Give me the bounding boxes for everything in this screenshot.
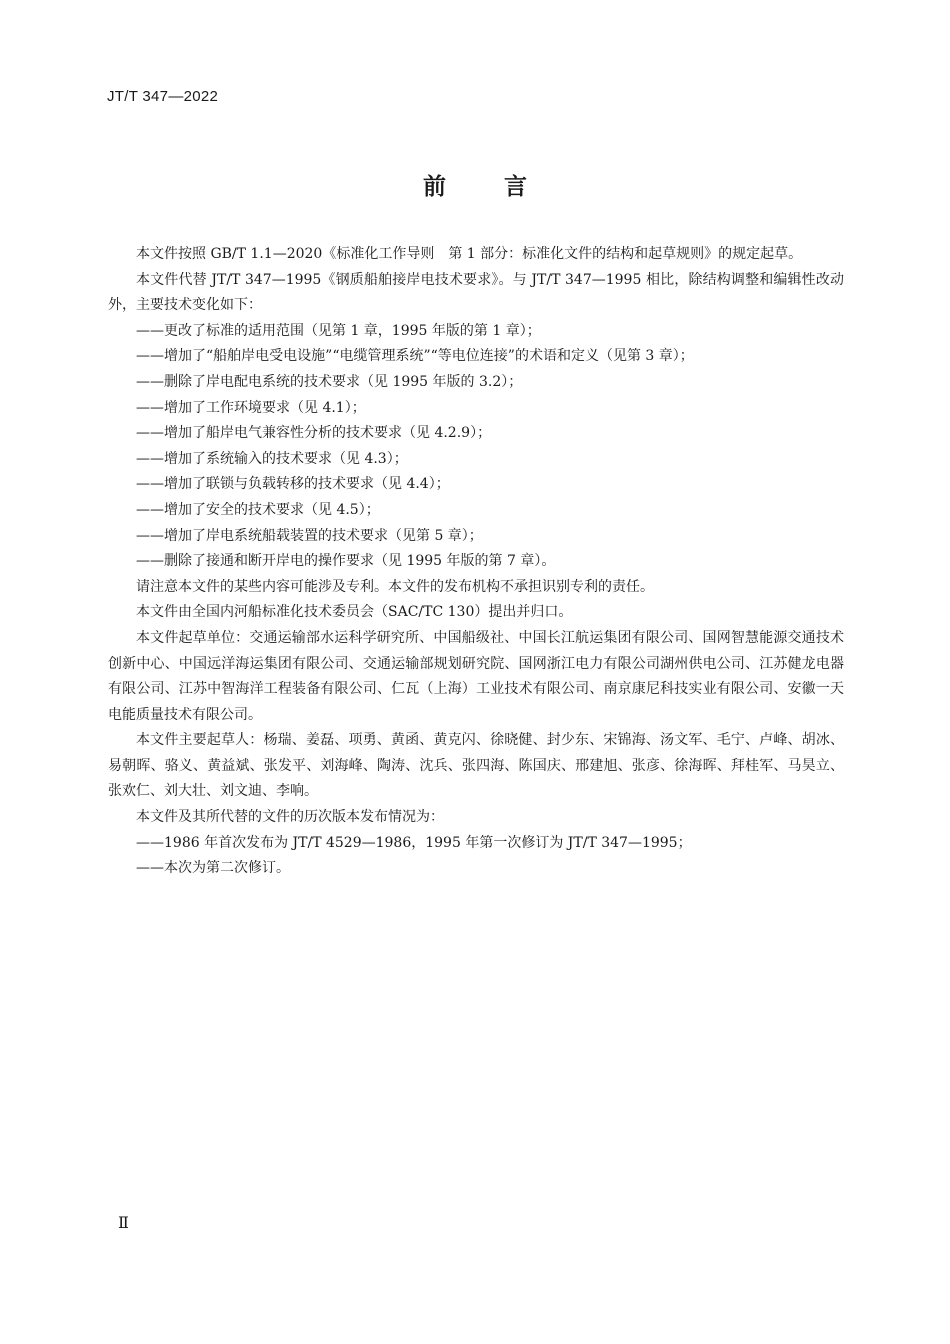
page-title: 前言 <box>423 174 585 200</box>
list-item: ——增加了岸电系统船载装置的技术要求（见第 5 章）； <box>136 527 483 544</box>
paragraph-replacement: 本文件代替 JT/T 347—1995《钢质船舶接岸电技术要求》。与 JT/T 347—1995 相比，除结构调整和编辑性改动外，主要技术变化如下： <box>108 271 844 314</box>
list-item: ——本次为第二次修订。 <box>136 860 290 877</box>
paragraph-drafting-rules: 本文件按照 GB/T 1.1—2020《标准化工作导则 第 1 部分：标准化文件的结构和起草规则》的规定起草。 <box>136 246 803 262</box>
document-code: JT/T 347—2022 <box>107 88 219 105</box>
list-item: ——删除了接通和断开岸电的操作要求（见 1995 年版的第 7 章）。 <box>136 553 556 570</box>
list-item: ——增加了工作环境要求（见 4.1）； <box>136 399 366 416</box>
list-item: ——增加了“船舶岸电受电设施”“电缆管理系统”“等电位连接”的术语和定义（见第 3 章）； <box>136 348 694 365</box>
page-number: Ⅱ <box>118 1213 129 1232</box>
paragraph-patent-notice: 请注意本文件的某些内容可能涉及专利。本文件的发布机构不承担识别专利的责任。 <box>136 578 654 595</box>
paragraph-drafting-units: 本文件起草单位：交通运输部水运科学研究所、中国船级社、中国长江航运集团有限公司、国网智慧能源交通技术创新中心、中国远洋海运集团有限公司、交通运输部规划研究院、国网浙江电力有限公司湖州供电公司、江苏健龙电器有限公司、江苏中智海洋工程装备有限公司、仁瓦（上海）工业技术有限公司、南京康尼科技实业有限公司、安徽一天电能质量技术有限公司。 <box>108 629 844 723</box>
foreword-body <box>108 242 844 882</box>
list-item: ——增加了联锁与负载转移的技术要求（见 4.4）； <box>136 476 450 493</box>
list-item: ——增加了船岸电气兼容性分析的技术要求（见 4.2.9）； <box>136 425 492 442</box>
list-item: ——1986 年首次发布为 JT/T 4529—1986，1995 年第一次修订为 JT/T 347—1995； <box>136 834 692 851</box>
paragraph-version-history: 本文件及其所代替的文件的历次版本发布情况为： <box>136 809 444 826</box>
list-item: ——删除了岸电配电系统的技术要求（见 1995 年版的 3.2）； <box>136 373 523 390</box>
list-item: ——增加了系统输入的技术要求（见 4.3）； <box>136 450 408 467</box>
version-history-list <box>108 831 844 882</box>
list-item: ——更改了标准的适用范围（见第 1 章，1995 年版的第 1 章）； <box>136 322 541 339</box>
paragraph-drafters: 本文件主要起草人：杨瑞、姜磊、项勇、黄函、黄克闪、徐晓健、封少东、宋锦海、汤文军、毛宁、卢峰、胡冰、易朝晖、骆义、黄益斌、张发平、刘海峰、陶涛、沈兵、张四海、陈国庆、邢建旭、张彦、徐海晖、拜桂军、马昊立、张欢仁、刘大壮、刘文迪、李响。 <box>108 732 844 800</box>
technical-changes-list <box>108 319 844 575</box>
list-item: ——增加了安全的技术要求（见 4.5）； <box>136 501 380 518</box>
paragraph-committee: 本文件由全国内河船标准化技术委员会（SAC/TC 130）提出并归口。 <box>136 604 573 621</box>
